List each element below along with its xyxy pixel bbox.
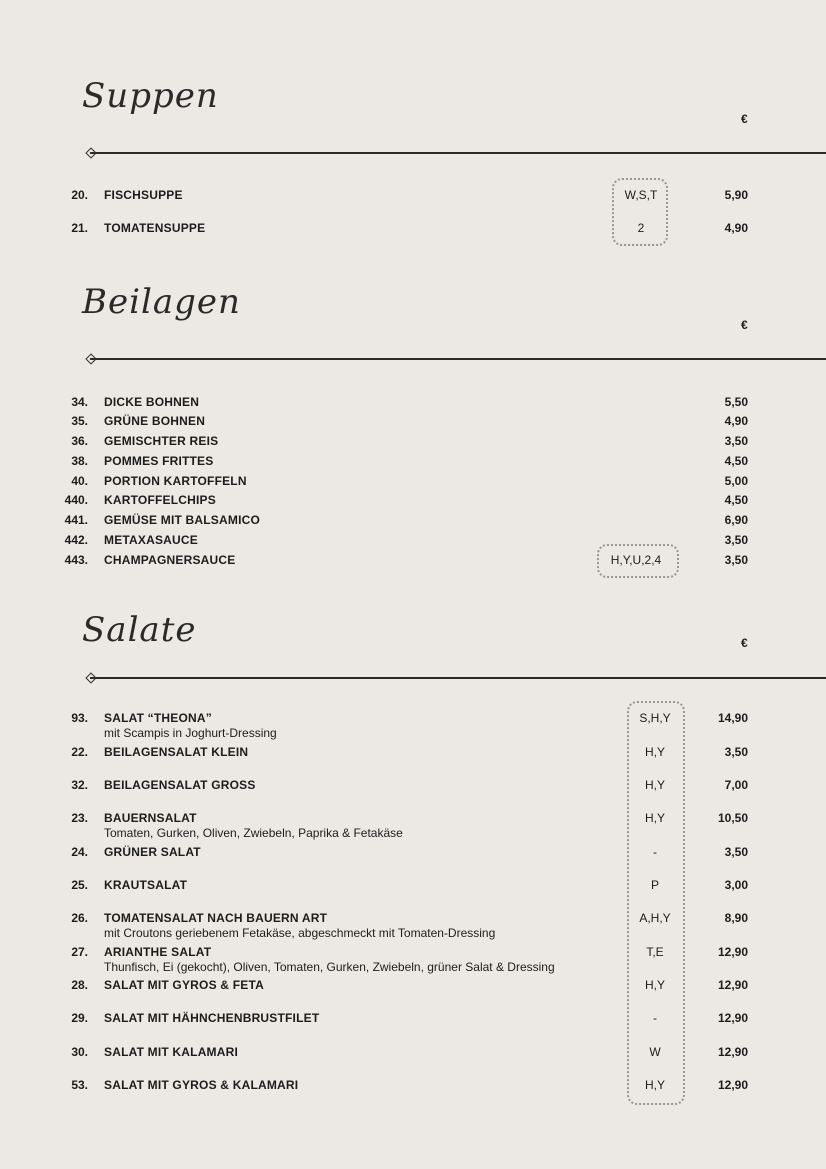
item-number: 20. — [71, 188, 88, 202]
item-price: 12,90 — [717, 978, 748, 992]
menu-item — [0, 1045, 826, 1061]
item-name: FISCHSUPPE — [104, 188, 183, 202]
menu-item — [0, 513, 826, 529]
item-name: TOMATENSUPPE — [104, 221, 206, 235]
currency-symbol: € — [741, 112, 748, 126]
item-allergens: H,Y — [644, 1078, 665, 1092]
item-price: 5,00 — [724, 474, 748, 488]
item-number: 22. — [71, 745, 88, 759]
item-name: SALAT “THEONA” — [104, 711, 212, 725]
item-name: SALAT MIT GYROS & FETA — [104, 978, 264, 992]
menu-item — [0, 493, 826, 509]
item-name: GRÜNER SALAT — [104, 845, 201, 859]
item-price: 3,50 — [724, 845, 748, 859]
menu-item — [0, 414, 826, 430]
item-name: CHAMPAGNERSAUCE — [104, 553, 236, 567]
item-allergens: H,Y,U,2,4 — [610, 553, 662, 567]
menu-item — [0, 434, 826, 450]
currency-symbol: € — [741, 636, 748, 650]
menu-item — [0, 474, 826, 490]
item-price: 5,90 — [724, 188, 748, 202]
item-allergens: P — [650, 878, 659, 892]
menu-item — [0, 878, 826, 894]
item-price: 6,90 — [724, 513, 748, 527]
item-price: 12,90 — [717, 1011, 748, 1025]
item-name: DICKE BOHNEN — [104, 395, 200, 409]
section-divider — [90, 152, 826, 154]
item-name: BEILAGENSALAT GROSS — [104, 778, 256, 792]
menu-item — [0, 553, 826, 569]
item-allergens: H,Y — [644, 778, 665, 792]
item-allergens: W,S,T — [624, 188, 658, 202]
item-allergens: H,Y — [644, 978, 665, 992]
item-number: 23. — [71, 811, 88, 825]
item-price: 3,50 — [724, 434, 748, 448]
item-price: 7,00 — [724, 778, 748, 792]
item-name: METAXASAUCE — [104, 533, 198, 547]
item-number: 32. — [71, 778, 88, 792]
item-name: KRAUTSALAT — [104, 878, 188, 892]
item-price: 4,50 — [724, 493, 748, 507]
item-description: Tomaten, Gurken, Oliven, Zwiebeln, Paprika & Fetakäse — [104, 826, 403, 840]
item-name: SALAT MIT GYROS & KALAMARI — [104, 1078, 299, 1092]
item-number: 26. — [71, 911, 88, 925]
menu-item — [0, 221, 826, 237]
item-name: GRÜNE BOHNEN — [104, 414, 206, 428]
item-number: 34. — [71, 395, 88, 409]
item-number: 21. — [71, 221, 88, 235]
item-price: 4,90 — [724, 414, 748, 428]
item-description: Thunfisch, Ei (gekocht), Oliven, Tomaten, Gurken, Zwiebeln, grüner Salat & Dressing — [104, 960, 555, 974]
item-name: SALAT MIT KALAMARI — [104, 1045, 239, 1059]
menu-item — [0, 454, 826, 470]
item-number: 24. — [71, 845, 88, 859]
item-number: 53. — [71, 1078, 88, 1092]
item-number: 35. — [71, 414, 88, 428]
item-name: SALAT MIT HÄHNCHENBRUSTFILET — [104, 1011, 320, 1025]
item-allergens: H,Y — [644, 811, 665, 825]
item-price: 3,50 — [724, 553, 748, 567]
item-number: 40. — [71, 474, 88, 488]
item-allergens: - — [653, 1011, 657, 1025]
item-allergens: - — [653, 845, 657, 859]
menu-item — [0, 845, 826, 861]
item-name: PORTION KARTOFFELN — [104, 474, 247, 488]
section-divider — [90, 358, 826, 360]
item-allergens: S,H,Y — [639, 711, 671, 725]
item-price: 3,00 — [724, 878, 748, 892]
item-number: 25. — [71, 878, 88, 892]
item-allergens: H,Y — [644, 745, 665, 759]
item-number: 28. — [71, 978, 88, 992]
section-title: Suppen — [82, 76, 219, 116]
item-name: POMMES FRITTES — [104, 454, 214, 468]
item-name: GEMISCHTER REIS — [104, 434, 219, 448]
menu-item — [0, 978, 826, 994]
item-price: 5,50 — [724, 395, 748, 409]
item-name: BEILAGENSALAT KLEIN — [104, 745, 249, 759]
menu-item — [0, 533, 826, 549]
menu-item — [0, 945, 826, 974]
item-allergens: 2 — [637, 221, 645, 235]
item-name: BAUERNSALAT — [104, 811, 197, 825]
currency-symbol: € — [741, 318, 748, 332]
section-title: Beilagen — [82, 282, 241, 322]
section-title: Salate — [82, 610, 197, 650]
item-number: 443. — [64, 553, 88, 567]
item-allergens: W — [649, 1045, 661, 1059]
menu-item — [0, 711, 826, 740]
item-price: 8,90 — [724, 911, 748, 925]
item-allergens: T,E — [646, 945, 664, 959]
item-description: mit Scampis in Joghurt-Dressing — [104, 726, 277, 740]
item-number: 441. — [64, 513, 88, 527]
item-number: 36. — [71, 434, 88, 448]
menu-item — [0, 1011, 826, 1027]
item-price: 4,90 — [724, 221, 748, 235]
menu-item — [0, 911, 826, 940]
menu-item — [0, 745, 826, 761]
item-price: 14,90 — [717, 711, 748, 725]
item-name: ARIANTHE SALAT — [104, 945, 212, 959]
item-number: 440. — [64, 493, 88, 507]
item-name: TOMATENSALAT NACH BAUERN ART — [104, 911, 328, 925]
menu-item — [0, 778, 826, 794]
item-number: 29. — [71, 1011, 88, 1025]
item-number: 30. — [71, 1045, 88, 1059]
item-number: 442. — [64, 533, 88, 547]
item-price: 12,90 — [717, 1078, 748, 1092]
item-price: 12,90 — [717, 945, 748, 959]
item-number: 38. — [71, 454, 88, 468]
item-price: 3,50 — [724, 745, 748, 759]
menu-item — [0, 811, 826, 840]
menu-item — [0, 188, 826, 204]
item-name: KARTOFFELCHIPS — [104, 493, 216, 507]
menu-item — [0, 1078, 826, 1094]
item-price: 3,50 — [724, 533, 748, 547]
item-price: 10,50 — [717, 811, 748, 825]
item-allergens: A,H,Y — [639, 911, 671, 925]
item-price: 12,90 — [717, 1045, 748, 1059]
item-name: GEMÜSE MIT BALSAMICO — [104, 513, 260, 527]
menu-item — [0, 395, 826, 411]
section-divider — [90, 677, 826, 679]
item-description: mit Croutons geriebenem Fetakäse, abgeschmeckt mit Tomaten-Dressing — [104, 926, 496, 940]
item-price: 4,50 — [724, 454, 748, 468]
item-number: 27. — [71, 945, 88, 959]
item-number: 93. — [71, 711, 88, 725]
